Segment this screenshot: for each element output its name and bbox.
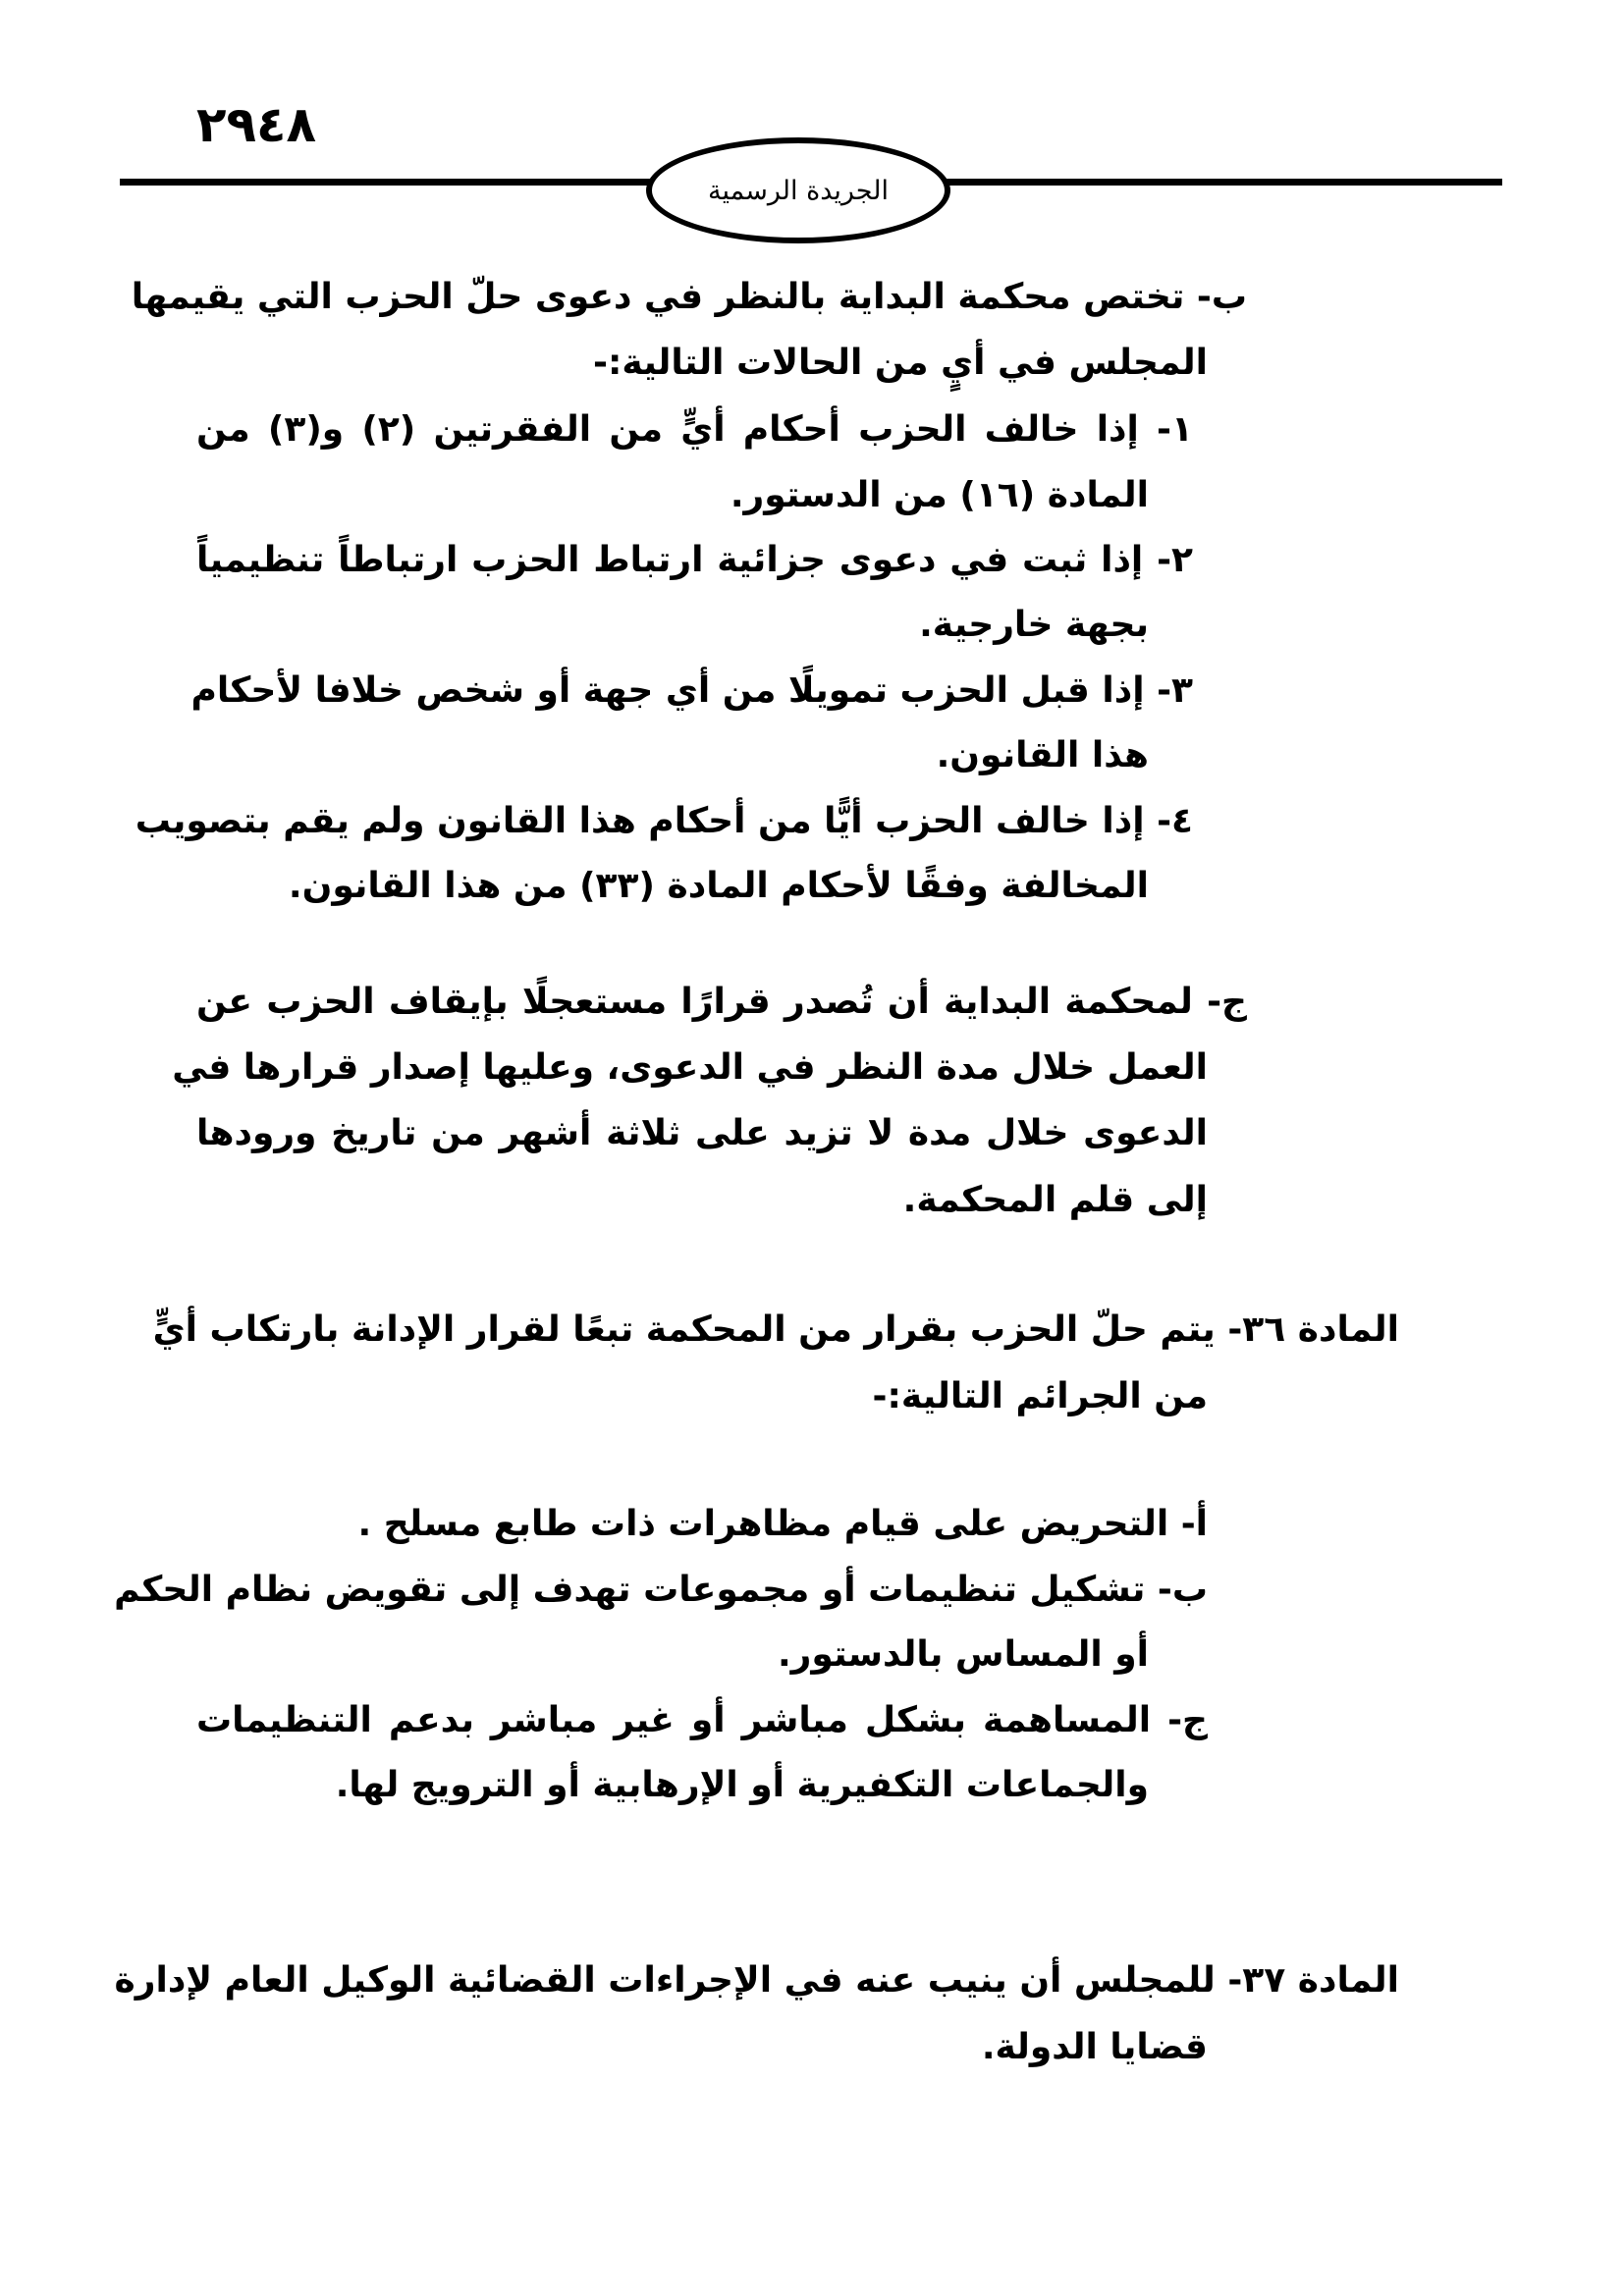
list-item: المخالفة وفقًا لأحكام المادة (٣٣) من هذا القانون. [288,866,1149,906]
section-c-line: إلى قلم المحكمة. [902,1180,1208,1220]
list-item: والجماعات التكفيرية أو الإرهابية أو الترويج لها. [335,1765,1149,1805]
section-b-line: المجلس في أيٍ من الحالات التالية:- [593,343,1208,383]
list-item: أو المساس بالدستور. [777,1634,1149,1675]
list-item: ١- إذا خالف الحزب أحكام أيٍّ من الفقرتين (٢) و(٣) من [196,409,1193,450]
masthead-oval [646,137,950,243]
section-b-line: ب- تختص محكمة البداية بالنظر في دعوى حلّ الحزب التي يقيمها [131,277,1247,317]
article-37-heading: المادة ٣٧- للمجلس أن ينيب عنه في الإجراءات القضائية الوكيل العام لإدارة [114,1960,1399,2001]
list-item: بجهة خارجية. [919,605,1149,645]
list-item: ٣- إذا قبل الحزب تمويلًا من أي جهة أو شخص خلافا لأحكام [190,670,1193,711]
article-36-line: من الجرائم التالية:- [872,1376,1208,1416]
list-item: أ- التحريض على قيام مظاهرات ذات طابع مسلح . [357,1504,1208,1544]
article-37-line: قضايا الدولة. [981,2027,1208,2067]
list-item: ٤- إذا خالف الحزب أيًّا من أحكام هذا القانون ولم يقم بتصويب [135,801,1193,841]
section-c-line: العمل خلال مدة النظر في الدعوى، وعليها إصدار قرارها في [172,1047,1208,1088]
section-c-line: الدعوى خلال مدة لا تزيد على ثلاثة أشهر من تاريخ ورودها [196,1113,1208,1153]
list-item: هذا القانون. [936,735,1149,775]
list-item: المادة (١٦) من الدستور. [730,475,1149,515]
list-item: ج- المساهمة بشكل مباشر أو غير مباشر بدعم التنظيمات [196,1700,1208,1740]
section-c-line: ج- لمحكمة البداية أن تُصدر قرارًا مستعجلًا بإيقاف الحزب عن [196,982,1247,1022]
list-item: ٢- إذا ثبت في دعوى جزائية ارتباط الحزب ارتباطاً تنظيمياً [196,540,1193,580]
article-36-heading: المادة ٣٦- يتم حلّ الحزب بقرار من المحكمة تبعًا لقرار الإدانة بارتكاب أيٍّ [152,1309,1399,1350]
page-number: ٢٩٤٨ [196,96,317,153]
list-item: ب- تشكيل تنظيمات أو مجموعات تهدف إلى تقويض نظام الحكم [114,1570,1208,1610]
masthead-title: الجريدة الرسمية [708,175,889,206]
